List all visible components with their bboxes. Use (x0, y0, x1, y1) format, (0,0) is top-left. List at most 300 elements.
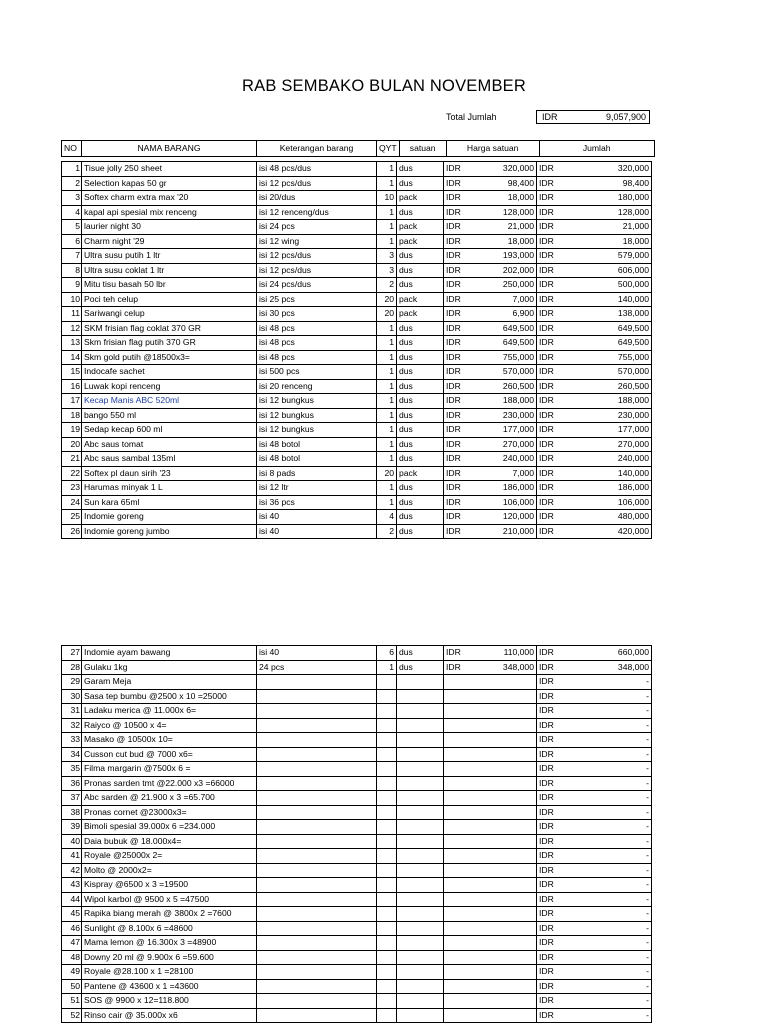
total-price: 606,000 (559, 263, 652, 278)
row-no: 21 (62, 452, 82, 467)
item-description: isi 40 (257, 646, 377, 661)
table-row (62, 718, 652, 733)
price-currency: IDR (444, 481, 466, 496)
table-row (62, 776, 652, 791)
row-no: 12 (62, 321, 82, 336)
item-description: isi 48 botol (257, 437, 377, 452)
unit-price: 128,000 (466, 205, 537, 220)
item-name: Filma margarin @7500x 6 = (82, 762, 257, 777)
total-currency: IDR (537, 805, 559, 820)
item-qty: 1 (377, 379, 397, 394)
item-name: Sunlight @ 8.100x 6 =48600 (82, 921, 257, 936)
table-row (62, 965, 652, 980)
item-unit: dus (397, 646, 444, 661)
item-name: Skm frisian flag putih 370 GR (82, 336, 257, 351)
item-description (257, 994, 377, 1009)
row-no: 16 (62, 379, 82, 394)
item-unit (397, 863, 444, 878)
item-name: Pronas sarden tmt @22.000 x3 =66000 (82, 776, 257, 791)
total-price: 106,000 (559, 495, 652, 510)
price-currency: IDR (444, 423, 466, 438)
table-row (62, 452, 652, 467)
unit-price (466, 733, 537, 748)
item-name: Pantene @ 43600 x 1 =43600 (82, 979, 257, 994)
item-unit: dus (397, 350, 444, 365)
unit-price (466, 849, 537, 864)
item-qty: 1 (377, 162, 397, 177)
item-description (257, 892, 377, 907)
table-row (62, 220, 652, 235)
table-row (62, 1008, 652, 1023)
item-name: Kecap Manis ABC 520ml (82, 394, 257, 409)
header-jumlah: Jumlah (539, 141, 654, 157)
item-name: Raiyco @ 10500 x 4= (82, 718, 257, 733)
table-row (62, 892, 652, 907)
header-nama-barang: NAMA BARANG (82, 141, 257, 157)
item-qty: 3 (377, 263, 397, 278)
item-description (257, 878, 377, 893)
item-unit (397, 805, 444, 820)
item-description (257, 936, 377, 951)
row-no: 8 (62, 263, 82, 278)
price-currency (444, 805, 466, 820)
item-qty (377, 776, 397, 791)
total-price: 570,000 (559, 365, 652, 380)
item-name: Skm gold putih @18500x3= (82, 350, 257, 365)
item-description (257, 733, 377, 748)
row-no: 47 (62, 936, 82, 951)
table-row (62, 191, 652, 206)
row-no: 36 (62, 776, 82, 791)
item-description: isi 48 botol (257, 452, 377, 467)
item-unit: dus (397, 379, 444, 394)
total-currency: IDR (537, 481, 559, 496)
unit-price: 193,000 (466, 249, 537, 264)
unit-price (466, 776, 537, 791)
total-price: 420,000 (559, 524, 652, 539)
total-currency: IDR (537, 921, 559, 936)
total-price: - (559, 762, 652, 777)
total-price: 348,000 (559, 660, 652, 675)
item-unit: dus (397, 365, 444, 380)
item-description (257, 820, 377, 835)
total-price: - (559, 718, 652, 733)
item-description: isi 12 bungkus (257, 408, 377, 423)
price-currency (444, 776, 466, 791)
unit-price: 240,000 (466, 452, 537, 467)
total-currency: IDR (537, 950, 559, 965)
item-qty (377, 1008, 397, 1023)
row-no: 6 (62, 234, 82, 249)
total-currency: IDR (537, 878, 559, 893)
total-currency: IDR (537, 747, 559, 762)
item-qty (377, 791, 397, 806)
total-price: 98,400 (559, 176, 652, 191)
item-qty: 4 (377, 510, 397, 525)
item-qty (377, 762, 397, 777)
table-row (62, 820, 652, 835)
total-price: 500,000 (559, 278, 652, 293)
price-currency: IDR (444, 176, 466, 191)
unit-price (466, 675, 537, 690)
table-row (62, 321, 652, 336)
row-no: 51 (62, 994, 82, 1009)
price-currency: IDR (444, 234, 466, 249)
item-name: Softex charm extra max '20 (82, 191, 257, 206)
item-unit: dus (397, 249, 444, 264)
unit-price: 110,000 (466, 646, 537, 661)
unit-price: 260,500 (466, 379, 537, 394)
row-no: 37 (62, 791, 82, 806)
total-box (536, 110, 650, 124)
row-no: 32 (62, 718, 82, 733)
total-currency: IDR (537, 718, 559, 733)
unit-price (466, 704, 537, 719)
row-no: 28 (62, 660, 82, 675)
total-currency: IDR (537, 437, 559, 452)
total-price: 140,000 (559, 292, 652, 307)
total-price: 480,000 (559, 510, 652, 525)
item-unit (397, 704, 444, 719)
price-currency: IDR (444, 646, 466, 661)
price-currency (444, 820, 466, 835)
unit-price (466, 921, 537, 936)
total-currency: IDR (537, 733, 559, 748)
item-qty: 1 (377, 350, 397, 365)
row-no: 52 (62, 1008, 82, 1023)
item-qty: 1 (377, 423, 397, 438)
item-description: isi 12 pcs/dus (257, 249, 377, 264)
header-qty: QYT (377, 141, 400, 157)
item-name: Ultra susu coklat 1 ltr (82, 263, 257, 278)
price-currency: IDR (444, 205, 466, 220)
unit-price (466, 820, 537, 835)
item-description: isi 12 bungkus (257, 394, 377, 409)
price-currency: IDR (444, 191, 466, 206)
row-no: 42 (62, 863, 82, 878)
item-description: isi 12 renceng/dus (257, 205, 377, 220)
item-unit (397, 892, 444, 907)
total-amount: 9,057,900 (605, 112, 646, 122)
item-description: isi 12 ltr (257, 481, 377, 496)
total-currency: IDR (537, 965, 559, 980)
unit-price (466, 907, 537, 922)
item-name: Mitu tisu basah 50 lbr (82, 278, 257, 293)
total-price: - (559, 805, 652, 820)
item-description (257, 704, 377, 719)
item-qty (377, 704, 397, 719)
price-currency (444, 762, 466, 777)
unit-price: 6,900 (466, 307, 537, 322)
row-no: 39 (62, 820, 82, 835)
item-name: Royale @28.100 x 1 =28100 (82, 965, 257, 980)
item-unit: dus (397, 408, 444, 423)
row-no: 49 (62, 965, 82, 980)
item-name: Selection kapas 50 gr (82, 176, 257, 191)
table-row (62, 379, 652, 394)
header-keterangan: Keterangan barang (257, 141, 377, 157)
total-price: - (559, 936, 652, 951)
unit-price (466, 950, 537, 965)
item-name: Daia bubuk @ 18.000x4= (82, 834, 257, 849)
item-description: isi 30 pcs (257, 307, 377, 322)
price-currency: IDR (444, 162, 466, 177)
items-table-page1 (61, 161, 652, 539)
item-qty (377, 936, 397, 951)
item-name: Abc saus sambal 135ml (82, 452, 257, 467)
row-no: 17 (62, 394, 82, 409)
total-currency: IDR (537, 263, 559, 278)
table-row (62, 292, 652, 307)
item-qty: 20 (377, 466, 397, 481)
item-description: isi 25 pcs (257, 292, 377, 307)
item-unit: dus (397, 481, 444, 496)
row-no: 15 (62, 365, 82, 380)
total-currency: IDR (537, 863, 559, 878)
item-description: isi 24 pcs (257, 220, 377, 235)
row-no: 38 (62, 805, 82, 820)
item-qty: 1 (377, 365, 397, 380)
table-row (62, 733, 652, 748)
total-currency: IDR (537, 762, 559, 777)
item-description: isi 8 pads (257, 466, 377, 481)
table-row (62, 336, 652, 351)
table-row (62, 524, 652, 539)
item-qty: 1 (377, 205, 397, 220)
item-qty (377, 950, 397, 965)
unit-price: 18,000 (466, 191, 537, 206)
item-qty (377, 820, 397, 835)
row-no: 31 (62, 704, 82, 719)
total-price: - (559, 979, 652, 994)
unit-price (466, 994, 537, 1009)
item-description: isi 48 pcs (257, 321, 377, 336)
price-currency: IDR (444, 408, 466, 423)
item-name: Rapika biang merah @ 3800x 2 =7600 (82, 907, 257, 922)
item-name: Sedap kecap 600 ml (82, 423, 257, 438)
table-row (62, 907, 652, 922)
item-unit: dus (397, 205, 444, 220)
item-name: Kispray @6500 x 3 =19500 (82, 878, 257, 893)
total-currency: IDR (537, 892, 559, 907)
item-qty: 6 (377, 646, 397, 661)
table-row (62, 878, 652, 893)
item-description (257, 776, 377, 791)
item-name: Abc saus tomat (82, 437, 257, 452)
table-row (62, 936, 652, 951)
row-no: 2 (62, 176, 82, 191)
price-currency: IDR (444, 292, 466, 307)
price-currency: IDR (444, 321, 466, 336)
table-row (62, 849, 652, 864)
item-qty (377, 689, 397, 704)
price-currency (444, 747, 466, 762)
table-row (62, 394, 652, 409)
table-row (62, 481, 652, 496)
unit-price: 270,000 (466, 437, 537, 452)
price-currency: IDR (444, 350, 466, 365)
item-description (257, 1008, 377, 1023)
table-row (62, 689, 652, 704)
item-description (257, 950, 377, 965)
item-unit: dus (397, 336, 444, 351)
total-currency: IDR (537, 646, 559, 661)
item-name: Sariwangi celup (82, 307, 257, 322)
row-no: 22 (62, 466, 82, 481)
total-price: - (559, 994, 652, 1009)
table-row (62, 994, 652, 1009)
table-row (62, 437, 652, 452)
total-currency: IDR (542, 112, 558, 122)
unit-price (466, 979, 537, 994)
item-name: Abc sarden @ 21.900 x 3 =65.700 (82, 791, 257, 806)
item-name: Mama lemon @ 16.300x 3 =48900 (82, 936, 257, 951)
item-qty: 2 (377, 278, 397, 293)
price-currency: IDR (444, 307, 466, 322)
item-qty (377, 878, 397, 893)
row-no: 9 (62, 278, 82, 293)
row-no: 30 (62, 689, 82, 704)
item-name: Masako @ 10500x 10= (82, 733, 257, 748)
price-currency: IDR (444, 466, 466, 481)
row-no: 44 (62, 892, 82, 907)
item-name: Wipol karbol @ 9500 x 5 =47500 (82, 892, 257, 907)
total-price: 180,000 (559, 191, 652, 206)
item-description (257, 762, 377, 777)
row-no: 26 (62, 524, 82, 539)
item-description: isi 12 wing (257, 234, 377, 249)
item-unit (397, 718, 444, 733)
item-qty: 1 (377, 437, 397, 452)
item-qty: 1 (377, 176, 397, 191)
total-currency: IDR (537, 495, 559, 510)
price-currency (444, 950, 466, 965)
item-unit: pack (397, 234, 444, 249)
row-no: 27 (62, 646, 82, 661)
total-price: - (559, 776, 652, 791)
item-name: Garam Meja (82, 675, 257, 690)
item-description (257, 689, 377, 704)
item-qty (377, 892, 397, 907)
price-currency (444, 791, 466, 806)
item-unit: dus (397, 278, 444, 293)
item-name: Bimoli spesial 39.000x 6 =234.000 (82, 820, 257, 835)
item-description (257, 747, 377, 762)
total-currency: IDR (537, 704, 559, 719)
item-unit (397, 791, 444, 806)
item-qty (377, 849, 397, 864)
table-row (62, 495, 652, 510)
total-price: - (559, 733, 652, 748)
item-unit (397, 965, 444, 980)
table-row (62, 660, 652, 675)
total-price: 188,000 (559, 394, 652, 409)
price-currency (444, 936, 466, 951)
item-name: Indomie goreng jumbo (82, 524, 257, 539)
item-qty: 1 (377, 408, 397, 423)
unit-price (466, 762, 537, 777)
unit-price: 120,000 (466, 510, 537, 525)
table-row (62, 979, 652, 994)
total-price: - (559, 921, 652, 936)
page-title: RAB SEMBAKO BULAN NOVEMBER (242, 77, 526, 95)
unit-price: 177,000 (466, 423, 537, 438)
total-currency: IDR (537, 365, 559, 380)
item-qty (377, 979, 397, 994)
item-name: Molto @ 2000x2= (82, 863, 257, 878)
table-row (62, 704, 652, 719)
price-currency: IDR (444, 336, 466, 351)
row-no: 24 (62, 495, 82, 510)
item-unit: pack (397, 307, 444, 322)
unit-price: 7,000 (466, 466, 537, 481)
item-description: isi 48 pcs (257, 336, 377, 351)
total-price: - (559, 747, 652, 762)
item-qty (377, 733, 397, 748)
unit-price: 186,000 (466, 481, 537, 496)
table-row (62, 646, 652, 661)
item-description (257, 921, 377, 936)
unit-price (466, 936, 537, 951)
item-unit: dus (397, 524, 444, 539)
total-price: 260,500 (559, 379, 652, 394)
unit-price: 21,000 (466, 220, 537, 235)
total-currency: IDR (537, 379, 559, 394)
table-row (62, 263, 652, 278)
row-no: 3 (62, 191, 82, 206)
unit-price: 320,000 (466, 162, 537, 177)
price-currency: IDR (444, 495, 466, 510)
unit-price: 7,000 (466, 292, 537, 307)
price-currency (444, 675, 466, 690)
item-unit: dus (397, 510, 444, 525)
total-price: 186,000 (559, 481, 652, 496)
unit-price (466, 805, 537, 820)
row-no: 40 (62, 834, 82, 849)
row-no: 35 (62, 762, 82, 777)
table-row (62, 423, 652, 438)
unit-price (466, 863, 537, 878)
total-currency: IDR (537, 307, 559, 322)
item-description (257, 863, 377, 878)
total-price: 138,000 (559, 307, 652, 322)
table-row (62, 365, 652, 380)
item-description: isi 20/dus (257, 191, 377, 206)
unit-price: 250,000 (466, 278, 537, 293)
price-currency: IDR (444, 452, 466, 467)
table-row (62, 921, 652, 936)
total-currency: IDR (537, 234, 559, 249)
table-row (62, 863, 652, 878)
item-unit (397, 994, 444, 1009)
item-name: Ladaku merica @ 11.000x 6= (82, 704, 257, 719)
unit-price (466, 834, 537, 849)
total-price: 230,000 (559, 408, 652, 423)
price-currency: IDR (444, 278, 466, 293)
total-price: 240,000 (559, 452, 652, 467)
item-description (257, 979, 377, 994)
price-currency (444, 878, 466, 893)
row-no: 11 (62, 307, 82, 322)
total-currency: IDR (537, 278, 559, 293)
row-no: 23 (62, 481, 82, 496)
item-qty (377, 965, 397, 980)
item-name: Cusson cut bud @ 7000 x6= (82, 747, 257, 762)
price-currency: IDR (444, 524, 466, 539)
item-qty (377, 994, 397, 1009)
unit-price: 570,000 (466, 365, 537, 380)
item-unit: dus (397, 162, 444, 177)
